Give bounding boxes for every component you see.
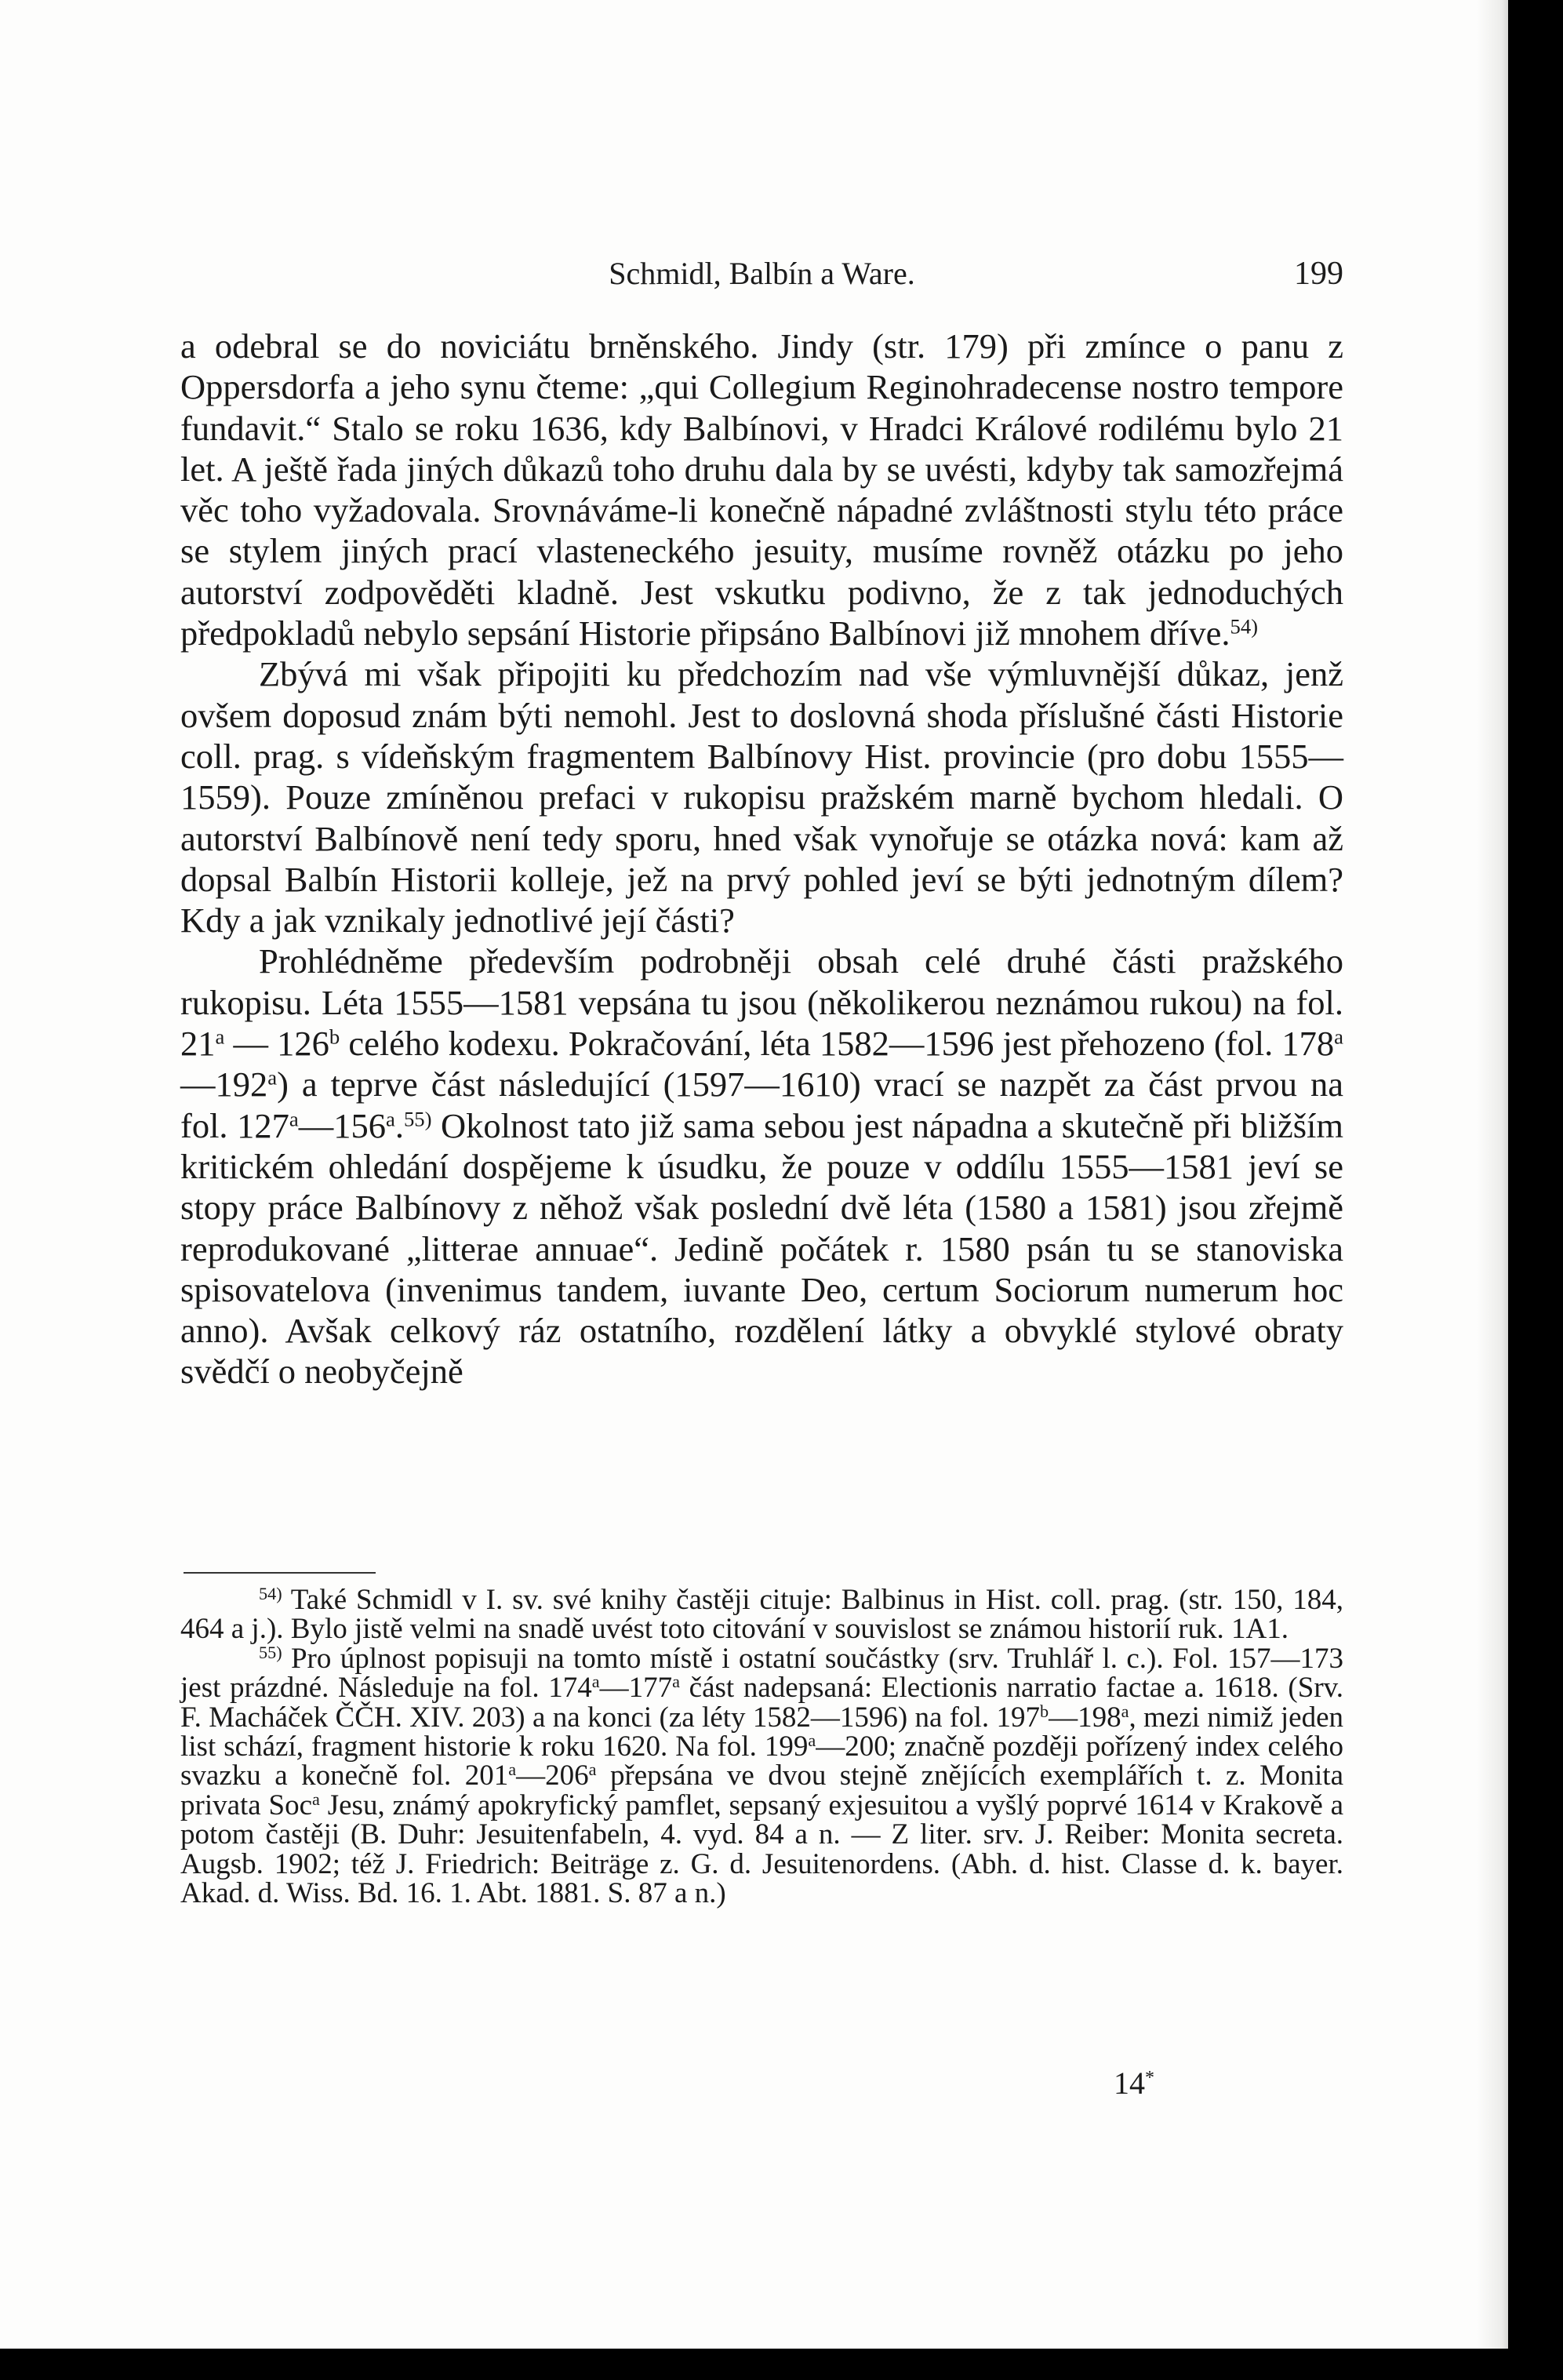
footnote-number: 54)	[259, 1583, 282, 1603]
footnote-ref-55: 55)	[403, 1106, 432, 1130]
footnote-54: $^{54)}$ Také Schmidl v I. sv. své knihy častěji cituje: Balbinus in Hist. coll. prag. (str. 150, 184, 464 a j.). Bylo jistě velmi na snadě uvést toto citování v souvislost se známou historií ruk. 1A1.	[180, 1583, 1343, 1646]
page-number: 199	[1294, 256, 1343, 292]
page-header	[180, 255, 1343, 294]
footnote-number: 55)	[259, 1642, 282, 1662]
footnote-divider	[184, 1572, 376, 1574]
paragraph-2: Zbývá mi však připojiti ku předchozím nad vše výmluvnější důkaz, jenž ovšem doposud znám býti nemohl. Jest to doslovná shoda příslušné části Historie coll. prag. s vídeňským fragmentem Balbínovy Hist. provincie (pro dobu 1555—1559). Pouze zmíněnou prefaci v rukopisu pražském marně bychom hledali. O autorství Balbínově není tedy sporu, hned však vynořuje se otázka nová: kam až dopsal Balbín Historii kolleje, jež na prvý pohled jeví se býti jednotným dílem? Kdy a jak vznikaly jednotlivé její části?	[180, 654, 1343, 941]
page-edge	[1477, 0, 1508, 2349]
footnote-ref-54: 54)	[1230, 614, 1259, 639]
footnotes	[180, 1585, 1343, 1908]
paragraph-1: a odebral se do noviciátu brněnského. Jindy (str. 179) při zmínce o panu z Oppersdorfa a jeho synu čteme: „qui Collegium Reginohradecense nostro tempore fundavit.“ Stalo se roku 1636, kdy Balbínovi, v Hradci Králové rodilému bylo 21 let. A ještě řada jiných důkazů toho druhu dala by se uvésti, kdyby tak samozřejmá věc toho vyžadovala. Srovnáváme-li konečně nápadné zvláštnosti stylu této práce se stylem jiných prací vlasteneckého jesuity, musíme rovněž otázku po jeho autorství zodpověděti kladně. Jest vskutku podivno, že z tak jednoduchých předpokladů nebylo sepsání Historie připsáno Balbínovi již mnohem dříve.$^{54)}$	[180, 326, 1343, 653]
paragraph-3: Prohlédněme především podrobněji obsah celé druhé části pražského rukopisu. Léta 1555—1581 vepsána tu jsou (několikerou neznámou rukou) na fol. 21$^a$ — 126$^b$ celého kodexu. Pokračování, léta 1582—1596 jest přehozeno (fol. 178$^a$—192$^a$) a teprve část následující (1597—1610) vrací se nazpět za část prvou na fol. 127$^a$—156$^a$.$^{55)}$ Okolnost tato již sama sebou jest nápadna a skutečně při bližším kritickém ohledání dospějeme k úsudku, že pouze v oddílu 1555—1581 jeví se stopy práce Balbínovy z něhož však poslední dvě léta (1580 a 1581) jsou zřejmě reprodukované „litterae annuae“. Jedině počátek r. 1580 psán tu se stanoviska spisovatelova (invenimus tandem, iuvante Deo, certum Sociorum numerum hoc anno). Avšak celkový ráz ostatního, rozdělení látky a obvyklé stylové obraty svědčí o neobyčejně	[180, 941, 1344, 1392]
main-text	[180, 326, 1343, 1392]
printer-signature: 14*	[1114, 2065, 1154, 2101]
running-title: Schmidl, Balbín a Ware.	[609, 256, 915, 291]
footnote-55: $^{55)}$ Pro úplnost popisuji na tomto místě i ostatní součástky (srv. Truhlář l. c.). Fol. 157—173 jest prázdné. Následuje na fol. 174$^a$—177$^a$ část nadepsaná: Electionis narratio factae a. 1618. (Srv. F. Macháček ČČH. XIV. 203) a na konci (za léty 1582—1596) na fol. 197$^b$—198$^a$, mezi nimiž jeden list schází, fragment historie k roku 1620. Na fol. 199$^a$—200; značně později pořízený index celého svazku a konečně fol. 201$^a$—206$^a$ přepsána ve dvou stejně znějících exemplářích t. z. Monita privata Soc$^a$ Jesu, známý apokryfický pamflet, sepsaný exjesuitou a vyšlý poprvé 1614 v Krakově a potom častěji (B. Duhr: Jesuitenfabeln, 4. vyd. 84 a n. — Z liter. srv. J. Reiber: Monita secreta. Augsb. 1902; též J. Friedrich: Beiträge z. G. d. Jesuitenordens. (Abh. d. hist. Classe d. k. bayer. Akad. d. Wiss. Bd. 16. 1. Abt. 1881. S. 87 a n.)	[180, 1642, 1343, 1910]
